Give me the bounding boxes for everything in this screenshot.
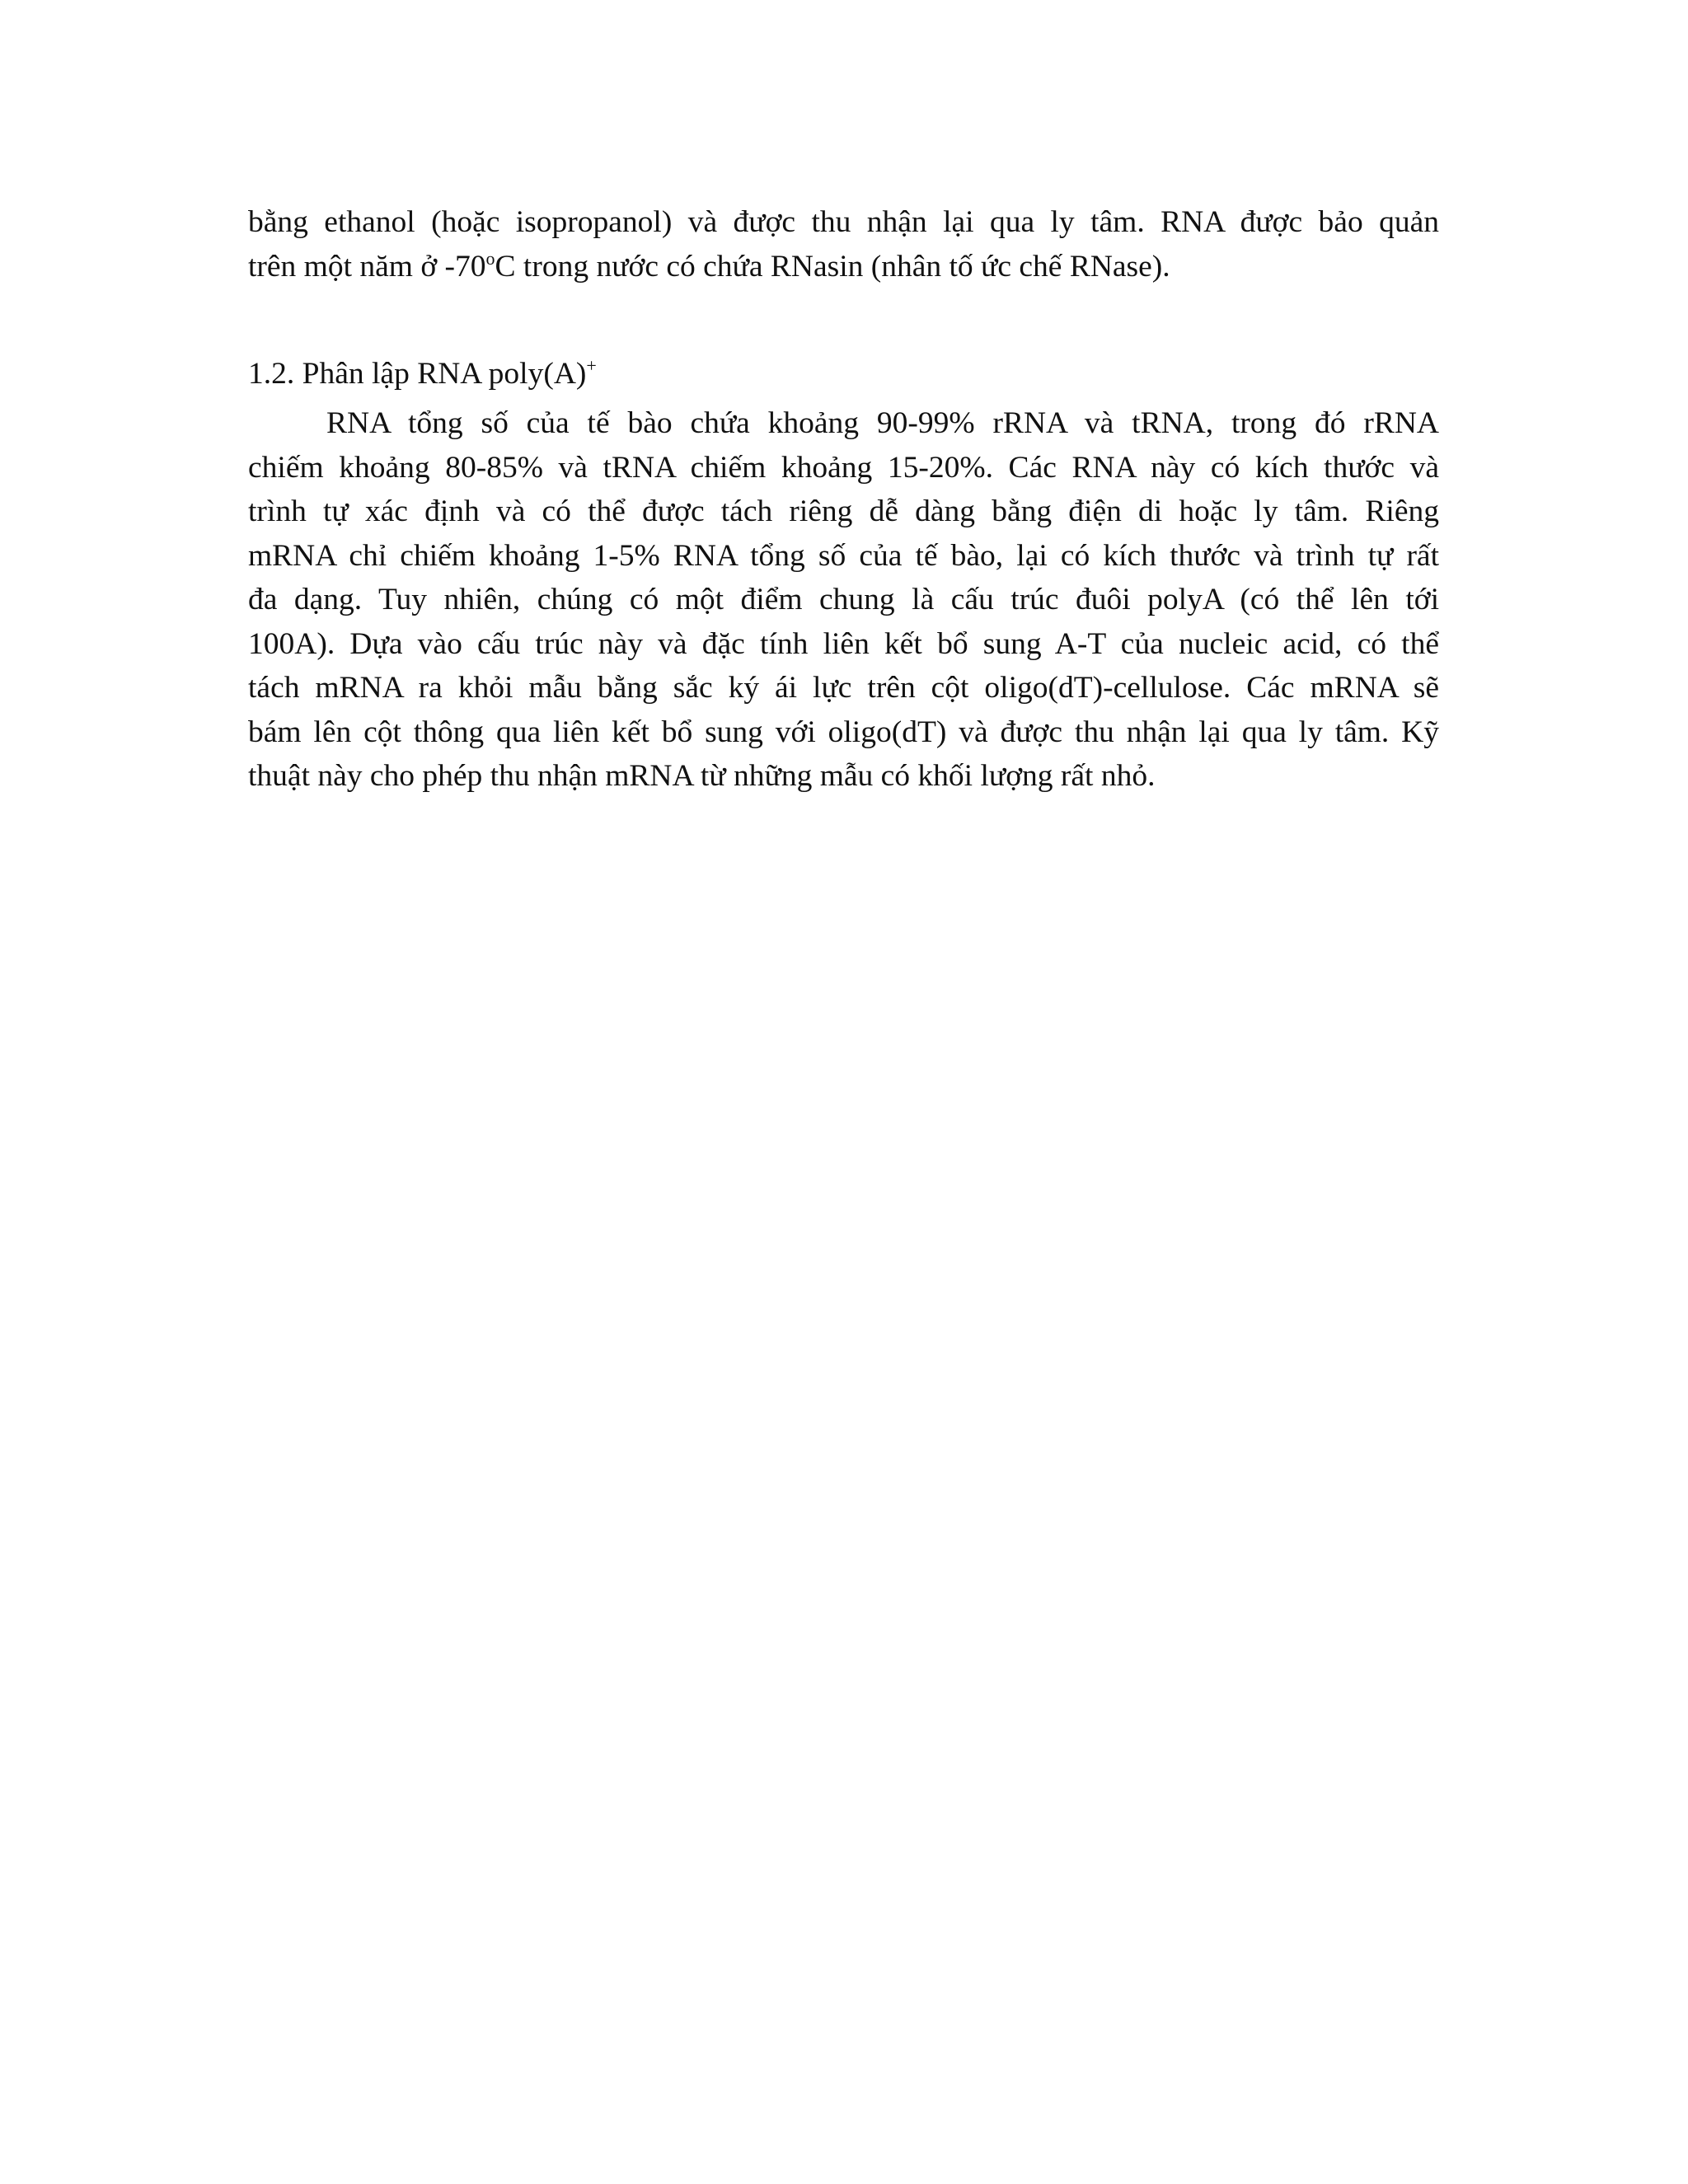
intro-line-1: bằng ethanol (hoặc isopropanol) và được thu nhận lại qua ly tâm. RNA được bảo quản xyxy=(248,205,1439,239)
paragraph-line: bám lên cột thông qua liên kết bổ sung với oligo(dT) và được thu nhận lại qua ly tâm. Kỹ xyxy=(248,715,1439,749)
paragraph-line: đa dạng. Tuy nhiên, chúng có một điểm chung là cấu trúc đuôi polyA (có thể lên tới xyxy=(248,583,1439,616)
intro-line-2 xyxy=(248,245,1439,293)
intro-line-2-end: C trong nước có chứa RNasin (nhân tố ức chế RNase). xyxy=(495,249,1170,284)
paragraph-line: chiếm khoảng 80-85% và tRNA chiếm khoảng 15-20%. Các RNA này có kích thước và xyxy=(248,450,1439,485)
paragraph-line: mRNA chỉ chiếm khoảng 1-5% RNA tổng số của tế bào, lại có kích thước và trình tự rất xyxy=(248,538,1439,573)
intro-paragraph xyxy=(248,200,1439,292)
intro-line-2-start: trên một năm ở -70 xyxy=(248,249,486,284)
paragraph-line: 100A). Dựa vào cấu trúc này và đặc tính liên kết bổ sung A-T của nucleic acid, có thể xyxy=(248,626,1439,661)
section-heading-superscript: + xyxy=(586,355,597,376)
paragraph-line: thuật này cho phép thu nhận mRNA từ những mẫu có khối lượng rất nhỏ. xyxy=(248,759,1156,793)
degree-superscript: o xyxy=(485,247,495,269)
paragraph-line: RNA tổng số của tế bào chứa khoảng 90-99% rRNA và tRNA, trong đó rRNA xyxy=(326,406,1439,440)
paragraph-line: trình tự xác định và có thể được tách riêng dễ dàng bằng điện di hoặc ly tâm. Riêng xyxy=(248,494,1439,528)
paragraph-line: tách mRNA ra khỏi mẫu bằng sắc ký ái lực trên cột oligo(dT)-cellulose. Các mRNA sẽ xyxy=(248,671,1439,705)
section-heading-text: 1.2. Phân lập RNA poly(A) xyxy=(248,357,587,391)
body-paragraph xyxy=(248,401,1439,799)
section-heading xyxy=(248,352,597,400)
